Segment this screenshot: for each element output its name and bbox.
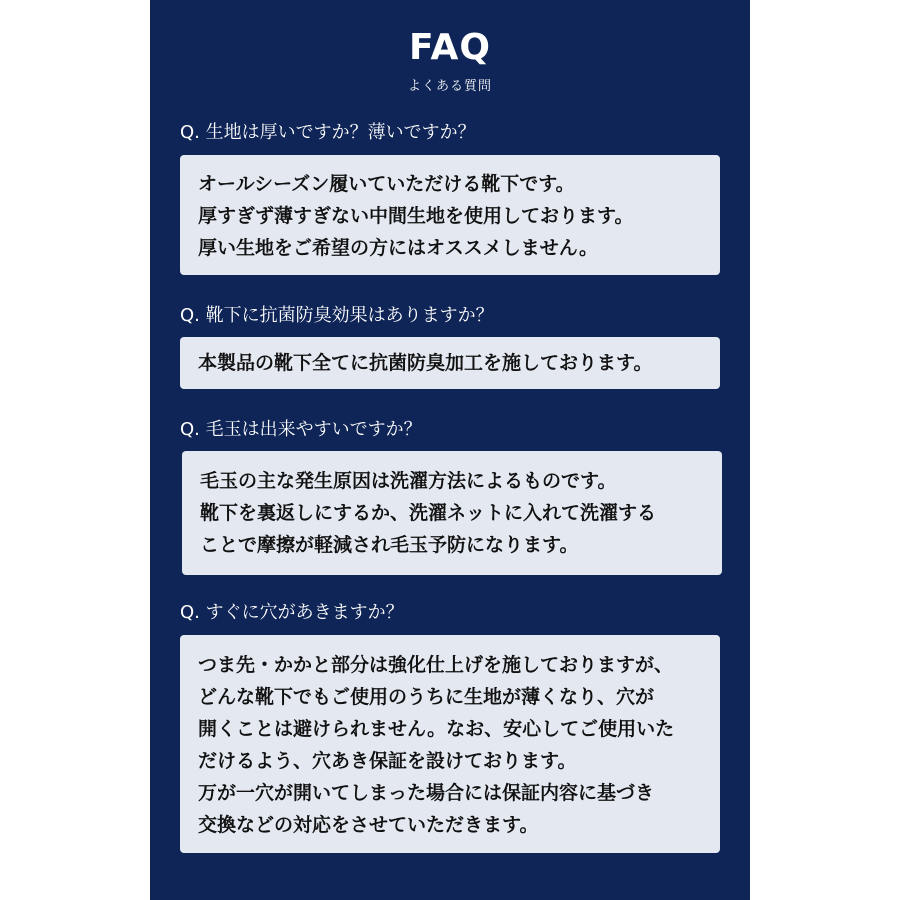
faq-question-1: Q. 生地は厚いですか？薄いですか？	[180, 122, 476, 143]
faq-panel	[150, 0, 750, 900]
faq-question-2: Q. 靴下に抗菌防臭効果はありますか？	[180, 305, 494, 326]
faq-answer-2: 本製品の靴下全てに抗菌防臭加工を施しております。	[180, 337, 720, 389]
page-subtitle: よくある質問	[407, 79, 492, 94]
page-title: FAQ	[409, 27, 491, 68]
faq-answer-4: つま先・かかと部分は強化仕上げを施しておりますが、 どんな靴下でもご使用のうちに生地が薄くなり、穴が 開くことは避けられません。なお、安心してご使用いた だけるよう、穴あき保証を設けております。 万が一穴が開いてしまった場合には保証内容に基づき 交換などの対応をさせていただきます。	[180, 635, 720, 853]
faq-question-3: Q. 毛玉は出来やすいですか？	[180, 419, 422, 440]
faq-answer-1: オールシーズン履いていただける靴下です。 厚すぎず薄すぎない中間生地を使用しております。 厚い生地をご希望の方にはオススメしません。	[180, 155, 720, 275]
faq-answer-3: 毛玉の主な発生原因は洗濯方法によるものです。 靴下を裏返しにするか、洗濯ネットに入れて洗濯する ことで摩擦が軽減され毛玉予防になります。	[182, 451, 722, 575]
faq-question-4: Q. すぐに穴があきますか？	[180, 602, 404, 623]
